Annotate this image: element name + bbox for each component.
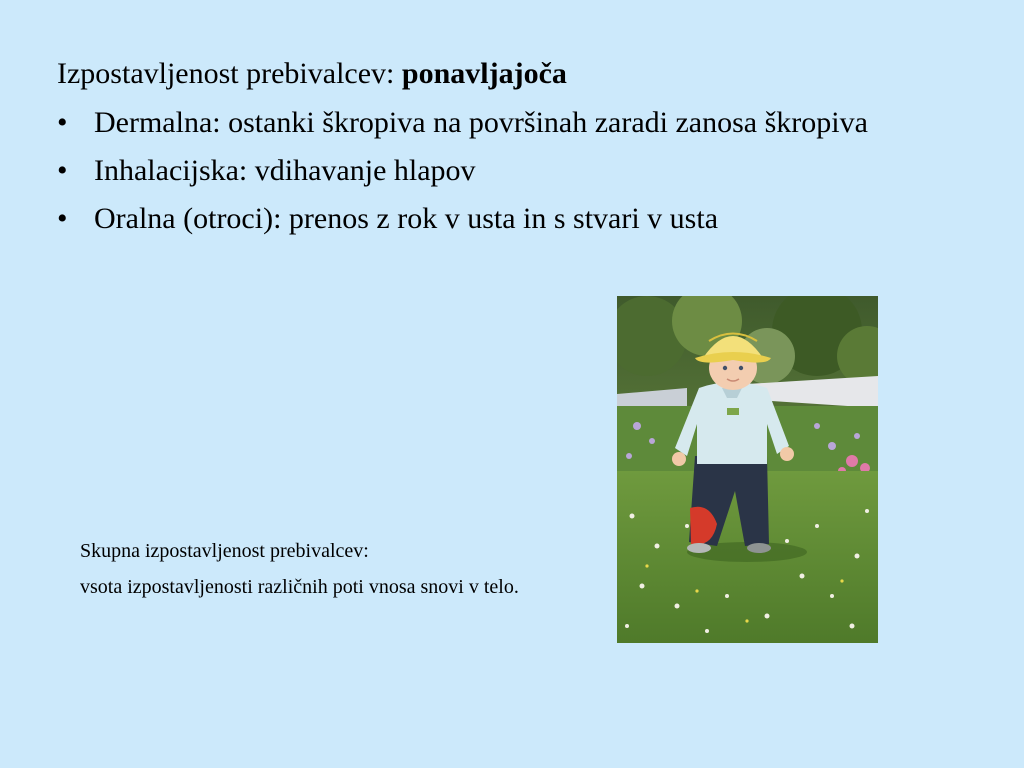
bullet-marker: • (57, 202, 68, 235)
list-item-text: Dermalna: ostanki škropiva na površinah zaradi zanosa škropiva (94, 106, 868, 139)
note-line-1: Skupna izpostavljenost prebivalcev: (80, 540, 369, 562)
child-in-garden-photo (617, 296, 878, 643)
list-item-text: Oralna (otroci): prenos z rok v usta in s stvari v usta (94, 202, 719, 235)
list-item-oral (57, 200, 957, 237)
exposure-route-list (57, 104, 957, 248)
list-item-inhalation (57, 152, 957, 189)
heading-emphasis: ponavljajoča (401, 57, 567, 90)
bullet-marker: • (57, 154, 68, 187)
summary-note (80, 538, 590, 600)
bullet-marker: • (57, 106, 68, 139)
slide-heading (57, 55, 567, 93)
heading-prefix: Izpostavljenost prebivalcev: (57, 57, 402, 90)
list-item-dermal (57, 104, 894, 141)
note-line-2: vsota izpostavljenosti različnih poti vnosa snovi v telo. (80, 576, 519, 598)
list-item-text: Inhalacijska: vdihavanje hlapov (94, 154, 476, 187)
